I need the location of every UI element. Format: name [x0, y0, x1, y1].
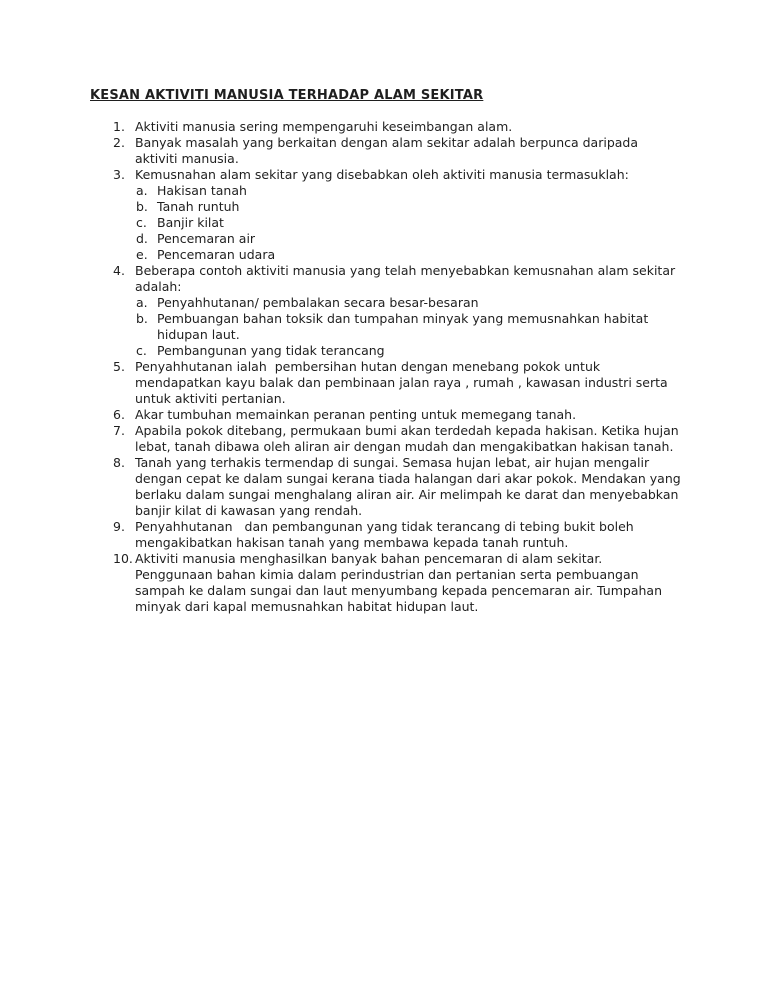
- list-item-marker: 8.: [113, 455, 125, 470]
- list-item: [90, 119, 682, 135]
- list-item-text: Penyahhutanan dan pembangunan yang tidak terancang di tebing bukit boleh mengakibatkan hakisan tanah yang membawa kepada tanah runtuh.: [135, 519, 638, 550]
- sub-list-item: [90, 247, 682, 263]
- sub-list-item-marker: b.: [136, 199, 148, 214]
- list-item: [90, 135, 682, 167]
- list-item-text: Banyak masalah yang berkaitan dengan alam sekitar adalah berpunca daripada aktiviti manusia.: [135, 135, 643, 166]
- list-item-text: Akar tumbuhan memainkan peranan penting untuk memegang tanah.: [135, 407, 577, 422]
- list-item-marker: 10.: [113, 551, 133, 566]
- list-item-marker: 7.: [113, 423, 125, 438]
- sub-list-item-marker: b.: [136, 311, 148, 326]
- list-item-marker: 2.: [113, 135, 125, 150]
- list-item-marker: 1.: [113, 119, 125, 134]
- sub-list-item-text: Hakisan tanah: [157, 183, 247, 198]
- sub-list-item-marker: c.: [136, 215, 147, 230]
- sub-list-item: [90, 311, 682, 343]
- list-item: [90, 551, 682, 615]
- list-item: [90, 167, 682, 183]
- sub-list-item-text: Banjir kilat: [157, 215, 224, 230]
- list-item-marker: 6.: [113, 407, 125, 422]
- sub-list-item: [90, 343, 682, 359]
- list-item: [90, 519, 682, 551]
- list-item-marker: 3.: [113, 167, 125, 182]
- list-item-text: Aktiviti manusia sering mempengaruhi keseimbangan alam.: [135, 119, 513, 134]
- list-item: [90, 423, 682, 455]
- list-item-text: Kemusnahan alam sekitar yang disebabkan oleh aktiviti manusia termasuklah:: [135, 167, 629, 182]
- sub-list-item-text: Pencemaran air: [157, 231, 256, 246]
- list-item: [90, 263, 682, 295]
- list-item-text: Penyahhutanan ialah pembersihan hutan dengan menebang pokok untuk mendapatkan kayu balak dan pembinaan jalan raya , rumah , kawasan industri serta untuk aktiviti pertanian.: [135, 359, 672, 406]
- sub-list-item-text: Pembuangan bahan toksik dan tumpahan minyak yang memusnahkan habitat hidupan laut.: [157, 311, 653, 342]
- sub-list-item-text: Tanah runtuh: [157, 199, 240, 214]
- list-item-text: Beberapa contoh aktiviti manusia yang telah menyebabkan kemusnahan alam sekitar adalah:: [135, 263, 680, 294]
- list-item: [90, 407, 682, 423]
- document-title: KESAN AKTIVITI MANUSIA TERHADAP ALAM SEKITAR: [90, 88, 484, 103]
- list-item-marker: 9.: [113, 519, 125, 534]
- list-item-text: Apabila pokok ditebang, permukaan bumi akan terdedah kepada hakisan. Ketika hujan lebat, tanah dibawa oleh aliran air dengan mudah dan mengakibatkan hakisan tanah.: [135, 423, 683, 454]
- sub-list-item: [90, 231, 682, 247]
- sub-list-item-text: Pencemaran udara: [157, 247, 276, 262]
- list-item: [90, 359, 682, 407]
- list-item-text: Aktiviti manusia menghasilkan banyak bahan pencemaran di alam sekitar. Penggunaan bahan kimia dalam perindustrian dan pertanian serta pembuangan sampah ke dalam sungai dan laut menyumbang kepada pencemaran air. Tumpahan minyak dari kapal memusnahkan habitat hidupan laut.: [135, 551, 666, 614]
- sub-list-item-text: Pembangunan yang tidak terancang: [157, 343, 385, 358]
- numbered-list: [90, 119, 685, 615]
- sub-list-item: [90, 199, 682, 215]
- sub-list-item: [90, 183, 682, 199]
- list-item: [90, 455, 685, 519]
- sub-list-item-marker: c.: [136, 343, 147, 358]
- sub-list-item-marker: a.: [136, 295, 148, 310]
- sub-list-item: [90, 295, 682, 311]
- list-item-marker: 4.: [113, 263, 125, 278]
- sub-list-item: [90, 215, 682, 231]
- sub-list-item-text: Penyahhutanan/ pembalakan secara besar-besaran: [157, 295, 479, 310]
- list-item-text: Tanah yang terhakis termendap di sungai. Semasa hujan lebat, air hujan mengalir dengan cepat ke dalam sungai kerana tiada halangan dari akar pokok. Mendakan yang berlaku dalam sungai menghalang aliran air. Air melimpah ke darat dan menyebabkan banjir kilat di kawasan yang rendah.: [135, 455, 685, 518]
- list-item-marker: 5.: [113, 359, 125, 374]
- sub-list-item-marker: e.: [136, 247, 148, 262]
- sub-list-item-marker: d.: [136, 231, 148, 246]
- sub-list-item-marker: a.: [136, 183, 148, 198]
